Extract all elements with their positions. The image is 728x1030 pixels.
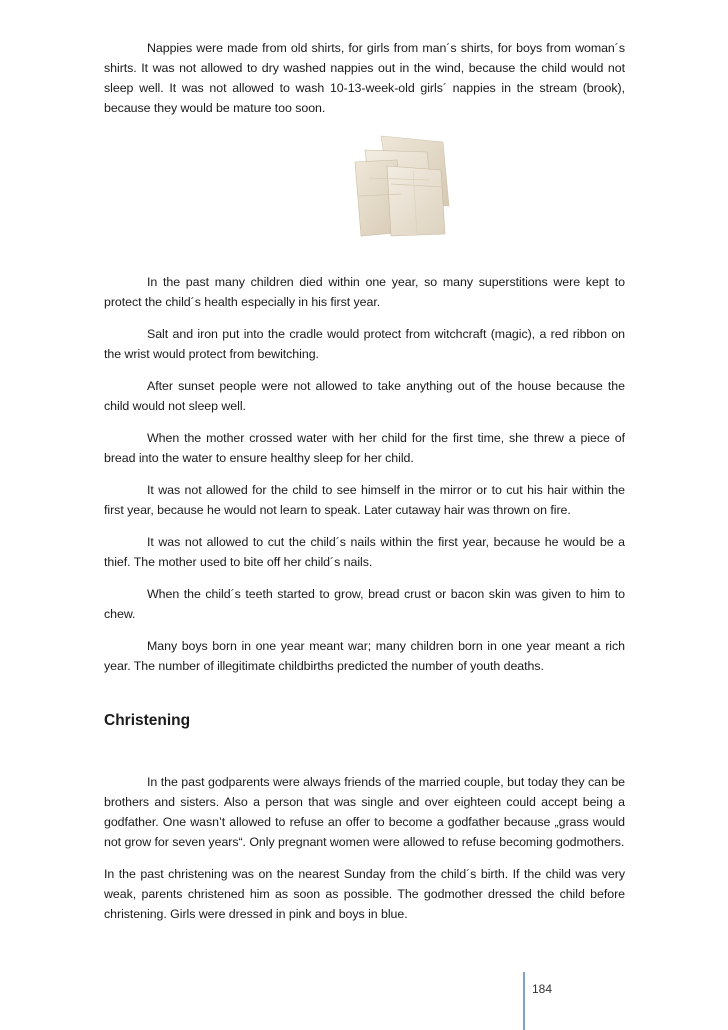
page-footer — [523, 972, 563, 1030]
paragraph-boys-born: Many boys born in one year meant war; many children born in one year meant a rich year. The number of illegitimate childbirths predicted the number of youth deaths. — [104, 639, 625, 673]
paragraph-christening-sunday: In the past christening was on the nearest Sunday from the child´s birth. If the child was very weak, parents christened him as soon as possible. The godmother dressed the child before christening. Girls were dressed in pink and boys in blue. — [104, 867, 625, 921]
paragraph-mirror-hair: It was not allowed for the child to see himself in the mirror or to cut his hair within the first year, because he would not learn to speak. Later cutaway hair was thrown on fire. — [104, 483, 625, 517]
photo-container — [104, 126, 625, 256]
paragraph-nappies: Nappies were made from old shirts, for girls from man´s shirts, for boys from woman´s shirts. It was not allowed to dry washed nappies out in the wind, because the child would not sleep well. It was not allowed to wash 10-13-week-old girls´ nappies in the stream (brook), because they would be mature too soon. — [104, 41, 625, 115]
paragraph-salt-iron: Salt and iron put into the cradle would protect from witchcraft (magic), a red ribbon on the wrist would protect from bewitching. — [104, 327, 625, 361]
section-heading-christening: Christening — [104, 712, 191, 729]
paragraph-teeth: When the child´s teeth started to grow, bread crust or bacon skin was given to him to chew. — [104, 587, 625, 621]
document-page — [104, 38, 625, 936]
paragraph-superstitions: In the past many children died within one year, so many superstitions were kept to protect the child´s health especially in his first year. — [104, 275, 625, 309]
paragraph-godparents: In the past godparents were always friends of the married couple, but today they can be brothers and sisters. Also a person that was single and over eighteen could accept being a godfather. One wasn’t allowed to refuse an offer to become a godfather because „grass would not grow for seven years“. Only pregnant women were allowed to refuse becoming godmothers. — [104, 775, 625, 849]
folded-nappies-image — [351, 132, 455, 240]
paragraph-after-sunset: After sunset people were not allowed to take anything out of the house because the child would not sleep well. — [104, 379, 625, 413]
paragraph-crossing-water: When the mother crossed water with her child for the first time, she threw a piece of bread into the water to ensure healthy sleep for her child. — [104, 431, 625, 465]
page-number: 184 — [532, 982, 553, 996]
footer-divider — [523, 972, 525, 1030]
paragraph-nails: It was not allowed to cut the child´s nails within the first year, because he would be a thief. The mother used to bite off her child´s nails. — [104, 535, 625, 569]
